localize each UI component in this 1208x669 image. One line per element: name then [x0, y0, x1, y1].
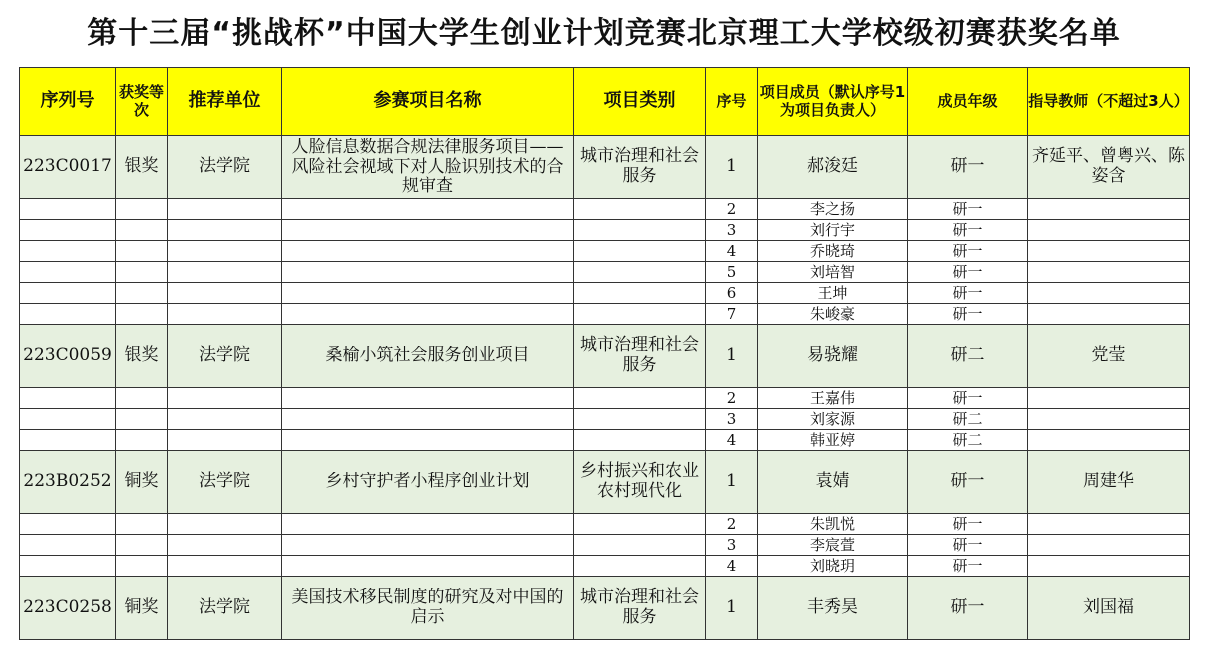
unit-cell-text: 法学院 [199, 597, 250, 618]
member-grade-cell [908, 409, 1028, 430]
header-serial: 序列号 [20, 68, 116, 136]
category-cell [574, 325, 706, 388]
advisor-cell [1028, 136, 1190, 199]
member-grade-cell-text: 研一 [952, 535, 983, 554]
member-grade-cell [908, 241, 1028, 262]
project-cell [282, 220, 574, 241]
category-cell [574, 304, 706, 325]
project-cell [282, 136, 574, 199]
unit-cell [168, 556, 282, 577]
serial-cell-text: 223C0017 [23, 156, 112, 177]
award-cell [116, 241, 168, 262]
unit-cell [168, 241, 282, 262]
member-grade-cell [908, 430, 1028, 451]
unit-cell [168, 325, 282, 388]
member-name-cell [758, 535, 908, 556]
member-grade-cell-text: 研一 [952, 556, 983, 575]
member-name-cell-text: 刘晓玥 [809, 556, 855, 575]
award-cell [116, 388, 168, 409]
project-cell [282, 388, 574, 409]
project-cell-text: 人脸信息数据合规法律服务项目——风险社会视域下对人脸识别技术的合规审查 [291, 138, 564, 196]
table-row [20, 451, 1190, 514]
member-name-cell-text: 郝浚廷 [807, 156, 858, 177]
award-cell [116, 325, 168, 388]
advisor-cell [1028, 325, 1190, 388]
member-name-cell-text: 李之扬 [809, 199, 855, 218]
header-award: 获奖等次 [116, 68, 168, 136]
table-row [20, 409, 1190, 430]
advisor-cell [1028, 430, 1190, 451]
award-cell [116, 514, 168, 535]
advisor-cell [1028, 220, 1190, 241]
unit-cell-text: 法学院 [199, 156, 250, 177]
member-grade-cell [908, 451, 1028, 514]
table-row [20, 430, 1190, 451]
member-grade-cell-text: 研一 [950, 471, 985, 492]
member-no-cell [706, 241, 758, 262]
unit-cell [168, 514, 282, 535]
member-grade-cell [908, 577, 1028, 640]
project-cell [282, 430, 574, 451]
project-cell [282, 283, 574, 304]
member-grade-cell [908, 535, 1028, 556]
member-no-cell [706, 556, 758, 577]
member-name-cell [758, 262, 908, 283]
serial-cell [20, 241, 116, 262]
table-row [20, 556, 1190, 577]
project-cell-text: 乡村守护者小程序创业计划 [325, 472, 530, 492]
advisor-cell [1028, 451, 1190, 514]
project-cell-text: 美国技术移民制度的研究及对中国的启示 [291, 588, 564, 627]
header-grade: 成员年级 [908, 68, 1028, 136]
member-no-cell [706, 451, 758, 514]
advisor-cell-text: 周建华 [1083, 471, 1134, 492]
header-category: 项目类别 [574, 68, 706, 136]
member-name-cell [758, 451, 908, 514]
serial-cell [20, 577, 116, 640]
award-cell [116, 304, 168, 325]
category-cell [574, 430, 706, 451]
header-members: 项目成员（默认序号1为项目负责人） [758, 68, 908, 136]
serial-cell [20, 409, 116, 430]
member-no-cell [706, 199, 758, 220]
award-cell-text: 银奖 [124, 156, 159, 177]
unit-cell [168, 451, 282, 514]
category-cell-text: 城市治理和社会服务 [580, 335, 699, 375]
member-name-cell [758, 241, 908, 262]
member-grade-cell-text: 研二 [952, 430, 983, 449]
table-row [20, 577, 1190, 640]
member-no-cell-text: 7 [726, 304, 737, 323]
member-no-cell [706, 514, 758, 535]
unit-cell [168, 262, 282, 283]
member-grade-cell-text: 研一 [952, 241, 983, 260]
project-cell [282, 535, 574, 556]
member-grade-cell-text: 研一 [952, 262, 983, 281]
member-no-cell [706, 262, 758, 283]
member-no-cell [706, 220, 758, 241]
advisor-cell [1028, 241, 1190, 262]
serial-cell [20, 283, 116, 304]
member-name-cell [758, 409, 908, 430]
member-no-cell-text: 4 [726, 241, 737, 260]
award-cell [116, 409, 168, 430]
serial-cell [20, 430, 116, 451]
member-grade-cell-text: 研二 [952, 409, 983, 428]
category-cell [574, 283, 706, 304]
advisor-cell-text: 齐延平、曾粤兴、陈姿含 [1032, 146, 1185, 186]
member-name-cell [758, 283, 908, 304]
advisor-cell [1028, 535, 1190, 556]
serial-cell [20, 556, 116, 577]
award-cell [116, 430, 168, 451]
member-name-cell [758, 304, 908, 325]
table-row [20, 199, 1190, 220]
project-cell [282, 514, 574, 535]
member-name-cell-text: 王坤 [817, 283, 848, 302]
serial-cell [20, 199, 116, 220]
project-cell [282, 304, 574, 325]
member-name-cell [758, 199, 908, 220]
member-grade-cell-text: 研一 [950, 597, 985, 618]
project-cell [282, 325, 574, 388]
table-row [20, 283, 1190, 304]
table-row [20, 220, 1190, 241]
member-grade-cell-text: 研一 [952, 388, 983, 407]
member-grade-cell-text: 研一 [952, 304, 983, 323]
member-name-cell-text: 刘行宇 [809, 220, 855, 239]
member-grade-cell [908, 304, 1028, 325]
award-cell-text: 铜奖 [124, 471, 159, 492]
table-row [20, 535, 1190, 556]
member-no-cell-text: 3 [726, 220, 737, 239]
header-no: 序号 [706, 68, 758, 136]
member-no-cell [706, 430, 758, 451]
member-grade-cell [908, 556, 1028, 577]
project-cell [282, 451, 574, 514]
project-cell [282, 577, 574, 640]
advisor-cell [1028, 199, 1190, 220]
category-cell [574, 451, 706, 514]
project-cell [282, 556, 574, 577]
award-cell [116, 136, 168, 199]
serial-cell [20, 220, 116, 241]
member-name-cell [758, 556, 908, 577]
category-cell [574, 262, 706, 283]
serial-cell [20, 535, 116, 556]
serial-cell-text: 223B0252 [23, 471, 112, 492]
member-name-cell [758, 514, 908, 535]
award-cell [116, 262, 168, 283]
category-cell [574, 514, 706, 535]
member-name-cell-text: 易骁耀 [807, 345, 858, 366]
member-no-cell-text: 3 [726, 409, 737, 428]
serial-cell [20, 262, 116, 283]
member-grade-cell-text: 研一 [952, 514, 983, 533]
member-name-cell-text: 朱峻豪 [809, 304, 855, 323]
member-no-cell-text: 1 [726, 156, 737, 177]
member-grade-cell-text: 研一 [950, 156, 985, 177]
member-no-cell-text: 4 [726, 556, 737, 575]
serial-cell [20, 325, 116, 388]
award-cell [116, 535, 168, 556]
category-cell [574, 577, 706, 640]
member-name-cell-text: 丰秀昊 [807, 597, 858, 618]
member-name-cell [758, 577, 908, 640]
unit-cell [168, 535, 282, 556]
member-no-cell-text: 1 [726, 597, 737, 618]
member-grade-cell-text: 研一 [952, 199, 983, 218]
member-name-cell-text: 朱凯悦 [809, 514, 855, 533]
project-cell [282, 199, 574, 220]
member-grade-cell-text: 研一 [952, 220, 983, 239]
category-cell [574, 136, 706, 199]
member-no-cell [706, 388, 758, 409]
table-body [20, 136, 1190, 640]
category-cell [574, 199, 706, 220]
member-no-cell-text: 2 [726, 514, 737, 533]
category-cell-text: 乡村振兴和农业农村现代化 [580, 461, 699, 501]
member-no-cell-text: 2 [726, 199, 737, 218]
serial-cell-text: 223C0258 [23, 597, 112, 618]
advisor-cell [1028, 304, 1190, 325]
advisor-cell [1028, 577, 1190, 640]
advisor-cell [1028, 409, 1190, 430]
member-name-cell [758, 388, 908, 409]
member-name-cell-text: 刘家源 [809, 409, 855, 428]
unit-cell [168, 388, 282, 409]
project-cell-text: 桑榆小筑社会服务创业项目 [325, 346, 530, 366]
page-title: 第十三届“挑战杯”中国大学生创业计划竞赛北京理工大学校级初赛获奖名单 [87, 16, 1121, 51]
serial-cell-text: 223C0059 [23, 345, 112, 366]
serial-cell [20, 388, 116, 409]
table-row [20, 241, 1190, 262]
member-name-cell [758, 430, 908, 451]
category-cell [574, 535, 706, 556]
advisor-cell [1028, 556, 1190, 577]
unit-cell-text: 法学院 [199, 345, 250, 366]
unit-cell [168, 283, 282, 304]
member-grade-cell [908, 199, 1028, 220]
member-name-cell-text: 刘培智 [809, 262, 855, 281]
advisor-cell [1028, 388, 1190, 409]
table-row [20, 262, 1190, 283]
award-cell [116, 199, 168, 220]
table-row [20, 304, 1190, 325]
member-no-cell-text: 2 [726, 388, 737, 407]
table-header-row [20, 68, 1190, 136]
unit-cell [168, 199, 282, 220]
category-cell-text: 城市治理和社会服务 [580, 146, 699, 186]
advisor-cell-text: 党莹 [1091, 345, 1126, 366]
project-cell [282, 241, 574, 262]
member-no-cell [706, 325, 758, 388]
member-name-cell-text: 袁婧 [815, 471, 850, 492]
category-cell [574, 241, 706, 262]
unit-cell [168, 136, 282, 199]
unit-cell [168, 220, 282, 241]
member-grade-cell [908, 388, 1028, 409]
project-cell [282, 262, 574, 283]
table-row [20, 325, 1190, 388]
member-name-cell-text: 韩亚婷 [809, 430, 855, 449]
member-grade-cell [908, 514, 1028, 535]
advisor-cell-text: 刘国福 [1083, 597, 1134, 618]
member-name-cell [758, 325, 908, 388]
award-cell-text: 银奖 [124, 345, 159, 366]
category-cell [574, 388, 706, 409]
category-cell [574, 409, 706, 430]
member-grade-cell [908, 283, 1028, 304]
advisor-cell [1028, 283, 1190, 304]
member-no-cell-text: 6 [726, 283, 737, 302]
member-name-cell-text: 乔晓琦 [809, 241, 855, 260]
table-row [20, 136, 1190, 199]
member-no-cell [706, 409, 758, 430]
unit-cell-text: 法学院 [199, 471, 250, 492]
category-cell-text: 城市治理和社会服务 [580, 587, 699, 627]
table-row [20, 514, 1190, 535]
advisor-cell [1028, 262, 1190, 283]
member-name-cell [758, 220, 908, 241]
category-cell [574, 220, 706, 241]
member-no-cell [706, 283, 758, 304]
serial-cell [20, 451, 116, 514]
category-cell [574, 556, 706, 577]
header-unit: 推荐单位 [168, 68, 282, 136]
header-advisor: 指导教师（不超过3人） [1028, 68, 1190, 136]
member-no-cell [706, 535, 758, 556]
award-cell [116, 556, 168, 577]
award-cell-text: 铜奖 [124, 597, 159, 618]
member-no-cell-text: 4 [726, 430, 737, 449]
table-row [20, 388, 1190, 409]
member-no-cell-text: 1 [726, 345, 737, 366]
member-no-cell-text: 1 [726, 471, 737, 492]
award-cell [116, 220, 168, 241]
unit-cell [168, 304, 282, 325]
member-no-cell-text: 5 [726, 262, 737, 281]
serial-cell [20, 514, 116, 535]
award-cell [116, 451, 168, 514]
unit-cell [168, 409, 282, 430]
member-grade-cell-text: 研二 [950, 345, 985, 366]
member-grade-cell [908, 262, 1028, 283]
unit-cell [168, 577, 282, 640]
header-project: 参赛项目名称 [282, 68, 574, 136]
member-no-cell [706, 577, 758, 640]
member-grade-cell [908, 325, 1028, 388]
member-grade-cell [908, 220, 1028, 241]
member-no-cell [706, 136, 758, 199]
member-name-cell [758, 136, 908, 199]
member-grade-cell [908, 136, 1028, 199]
unit-cell [168, 430, 282, 451]
award-table [19, 67, 1190, 640]
advisor-cell [1028, 514, 1190, 535]
member-name-cell-text: 王嘉伟 [809, 388, 855, 407]
project-cell [282, 409, 574, 430]
member-no-cell [706, 304, 758, 325]
award-cell [116, 283, 168, 304]
member-grade-cell-text: 研一 [952, 283, 983, 302]
serial-cell [20, 304, 116, 325]
member-no-cell-text: 3 [726, 535, 737, 554]
serial-cell [20, 136, 116, 199]
award-cell [116, 577, 168, 640]
member-name-cell-text: 李宸萱 [809, 535, 855, 554]
